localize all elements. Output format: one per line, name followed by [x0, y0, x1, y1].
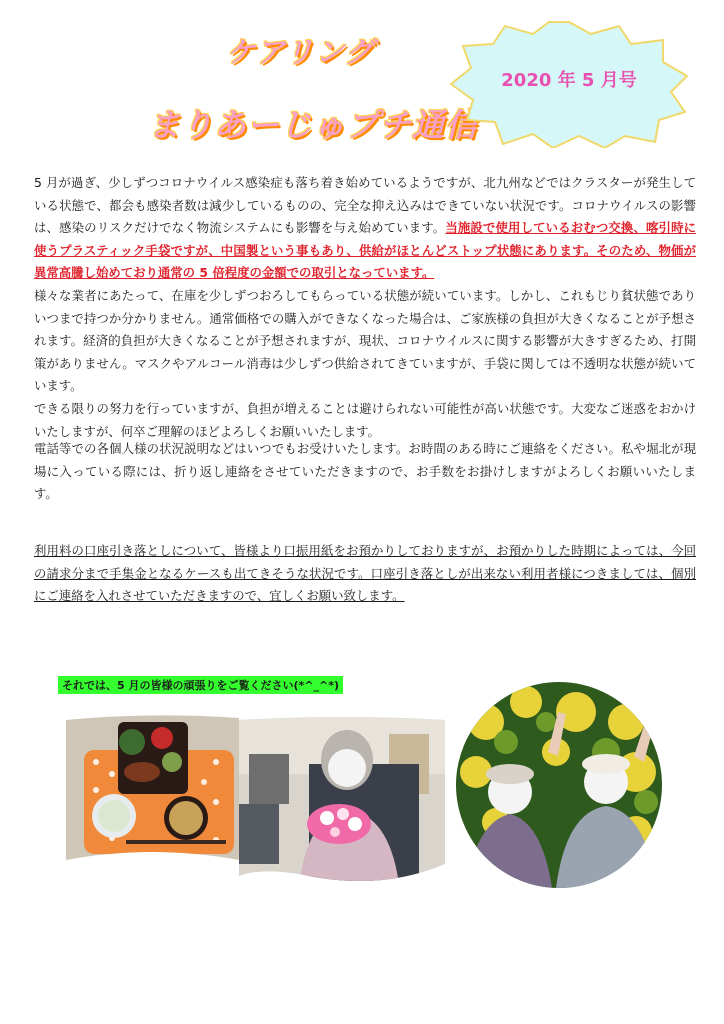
text-billing: 利用料の口座引き落としについて、皆様より口振用紙をお預かりしておりますが、お預かりした時期によっては、今回の請求分まで手集金となるケースも出てきそうな状況です。口座引き落としが出来ない利用者様につきましては、個別にご連絡を入れさせていただきますので、宜しくお願い致します。 [34, 543, 696, 604]
notice-paragraph-contact [34, 438, 696, 506]
photo-resident-with-cake [239, 714, 445, 884]
photo-residents-outdoors [456, 682, 662, 888]
text-glove-shortage-emphasis: 当施設で使用しているおむつ交換、喀引時に使うプラスティック手袋ですが、中国製という事もあり、供給がほとんどストップ状態にあります。そのため、物価が異常高騰し始めており通常の 5 倍程度の金額での取引となっています。 [34, 220, 696, 281]
photo-meal-tray [66, 712, 239, 860]
title-line-2: まりあーじゅプチ通信 [148, 106, 479, 144]
title-line-1: ケアリング [226, 35, 375, 69]
notice-paragraph-billing [34, 540, 696, 608]
photos-caption: それでは、5 月の皆様の頑張りをご覧ください(*^_^*) [58, 676, 343, 694]
text-contact: 電話等での各個人様の状況説明などはいつでもお受けいたします。お時間のある時にご連絡をください。私や堀北が現場に入っている際には、折り返し連絡をさせていただきますので、お手数をお掛けしますがよろしくお願いいたします。 [34, 441, 696, 502]
text-intro: 5 月が過ぎ、少しずつコロナウイルス感染症も落ち着き始めているようですが、北九州などではクラスターが発生している状態で、都会も感染者数は減少しているものの、完全な抑え込みはできていない状況です。コロナウイルスの影響は、感染のリスクだけでなく物流システムにも影響を与え始めています。 [34, 175, 696, 236]
notice-paragraph-supplies [34, 172, 696, 443]
text-apology: できる限りの努力を行っていますが、負担が増えることは避けられない可能性が高い状態です。大変なご迷惑をおかけいたしますが、何卒ご理解のほどよろしくお願いいたします。 [34, 400, 696, 439]
text-supplier-status: 様々な業者にあたって、在庫を少しずつおろしてもらっている状態が続いています。しかし、これもじり貧状態でありいつまで持つか分かりません。通常価格での購入ができなくなった場合は、ご家族様の負担が大きくなることが予想されます。経済的負担が大きくなることが予想されますが、現状、コロナウイルスに関する影響が大きすぎるため、打開策がありません。マスクやアルコール消毒は少しずつ供給されてきていますが、手袋に関しては不透明な状態が続いています。 [34, 287, 696, 394]
issue-date: 2020 年 5 月号 [501, 70, 637, 91]
